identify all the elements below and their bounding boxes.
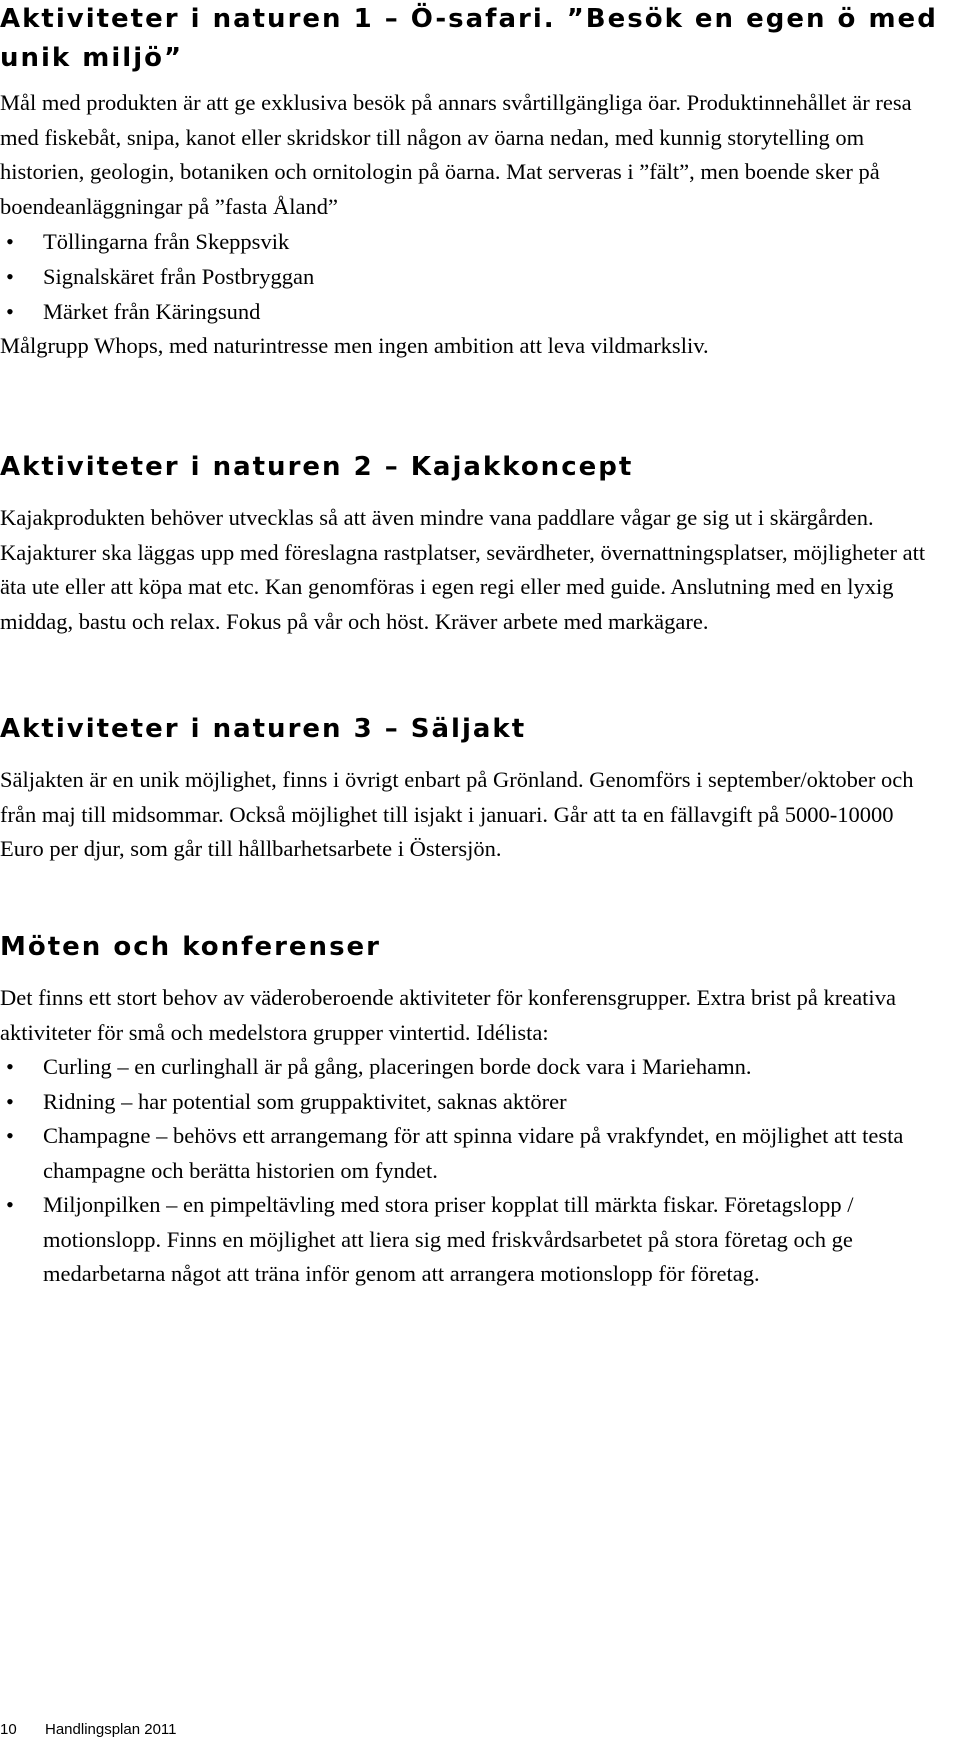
list-item — [0, 1085, 938, 1120]
bullet-icon: • — [6, 1192, 14, 1217]
document-title: Handlingsplan 2011 — [45, 1721, 177, 1738]
section-heading: Aktiviteter i naturen 1 – Ö-safari. ”Besök en egen ö med unik miljö” — [0, 4, 938, 73]
bullet-icon: • — [6, 264, 14, 289]
list-item-text: Märket från Käringsund — [43, 299, 261, 324]
section-heading: Möten och konferenser — [0, 932, 382, 962]
list-item-text: Ridning – har potential som gruppaktivitet, saknas aktörer — [43, 1088, 567, 1114]
list-item — [0, 1050, 938, 1085]
idea-list — [0, 1050, 938, 1292]
list-item-text: Curling – en curlinghall är på gång, placeringen borde dock vara i Mariehamn. — [43, 1054, 752, 1079]
page-footer — [0, 1720, 177, 1740]
island-list — [0, 224, 938, 329]
section-heading: Aktiviteter i naturen 2 – Kajakkoncept — [0, 452, 634, 482]
list-item-text: Miljonpilken – en pimpeltävling med stora priser kopplat till märkta fiskar. Företagslopp / motionslopp. Finns en möjlighet att liera sig med friskvårdsarbetet på stora företag och ge medarbetarna något att träna inför genom att arrangera motionslopp för företag. — [43, 1192, 854, 1286]
section-heading: Aktiviteter i naturen 3 – Säljakt — [0, 714, 527, 744]
section-body-paragraph: Kajakprodukten behöver utvecklas så att även mindre vana paddlare vågar ge sig ut i skärgården. Kajakturer ska läggas upp med föreslagna rastplatser, sevärdheter, övernattningsplatser, möjligheter att äta ute eller att köpa mat etc. Kan genomföras i egen regi eller med guide. Anslutning med en lyxig middag, bastu och relax. Fokus på vår och höst. Kräver arbete med markägare. — [0, 505, 926, 634]
list-item — [0, 259, 938, 294]
section-intro-paragraph: Det finns ett stort behov av väderoberoende aktiviteter för konferensgrupper. Extra brist på kreativa aktiviteter för små och medelstora grupper vintertid. Idélista: — [0, 985, 896, 1045]
page-number: 10 — [0, 1721, 17, 1738]
bullet-icon: • — [6, 1123, 14, 1148]
section-saeljakt — [0, 710, 938, 867]
section-moeten-och-konferenser — [0, 928, 938, 1292]
bullet-icon: • — [6, 1054, 14, 1079]
list-item — [0, 1188, 938, 1292]
bullet-icon: • — [6, 299, 14, 324]
list-item-text: Champagne – behövs ett arrangemang för att spinna vidare på vrakfyndet, en möjlighet att testa champagne och berätta historien om fyndet. — [43, 1123, 904, 1183]
list-item — [0, 224, 938, 259]
list-item-text: Signalskäret från Postbryggan — [43, 264, 315, 289]
target-group-paragraph: Målgrupp Whops, med naturintresse men ingen ambition att leva vildmarksliv. — [0, 333, 709, 358]
section-kajakkoncept — [0, 448, 938, 639]
bullet-icon: • — [6, 1088, 14, 1114]
section-intro-paragraph: Mål med produkten är att ge exklusiva besök på annars svårtillgängliga öar. Produktinnehållet är resa med fiskebåt, snipa, kanot eller skridskor till någon av öarna nedan, med kunnig storytelling om historien, geologin, botaniken och ornitologin på öarna. Mat serveras i ”fält”, men boende sker på boendeanläggningar på ”fasta Åland” — [0, 90, 912, 219]
section-oe-safari — [0, 0, 938, 364]
bullet-icon: • — [6, 229, 14, 254]
section-body-paragraph: Säljakten är en unik möjlighet, finns i övrigt enbart på Grönland. Genomförs i september/oktober och från maj till midsommar. Också möjlighet till isjakt i januari. Går att ta en fällavgift på 5000-10000 Euro per djur, som går till hållbarhetsarbete i Östersjön. — [0, 767, 914, 861]
list-item-text: Töllingarna från Skeppsvik — [43, 229, 290, 254]
list-item — [0, 294, 938, 329]
list-item — [0, 1119, 938, 1188]
